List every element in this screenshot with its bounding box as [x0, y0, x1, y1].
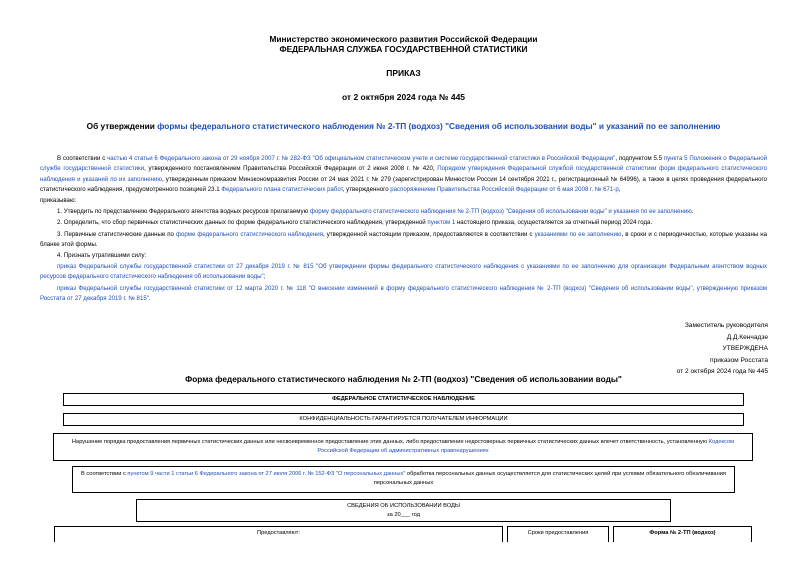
paragraph-item-1 [40, 207, 767, 217]
paragraph-item-4 [40, 251, 767, 261]
confidentiality-box: КОНФИДЕНЦИАЛЬНОСТЬ ГАРАНТИРУЕТСЯ ПОЛУЧАТЕЛЕМ ИНФОРМАЦИИ [63, 413, 744, 426]
service-name: ФЕДЕРАЛЬНАЯ СЛУЖБА ГОСУДАРСТВЕННОЙ СТАТИСТИКИ [279, 44, 528, 54]
year-line: за 20___ год [386, 512, 421, 518]
signer-name: Д.Д.Кенчадзе [726, 333, 768, 341]
legal-reference-link[interactable]: пунктом 1 [427, 219, 456, 227]
legal-reference-link[interactable]: приказ Федеральной службы государственной статистики от 27 декабря 2019 г. № 815 "Об утверждении формы федерального статистического наблюдения с указаниями по ее заполнению для организации Федеральным агентством водных ресурсов федерального статистического наблюдения об использовании воды" [40, 263, 767, 281]
legal-reference-link[interactable]: приказ Федеральной службы государственной статистики от 12 марта 2020 г. № 118 "О внесении изменений в форму федерального статистического наблюдения № 2-ТП (водхоз) "Сведения об использовании воды", утвержденную приказом Росстата от 27 декабря 2019 г. № 815" [40, 284, 767, 303]
text-run: 3. Первичные статистические данные по [57, 230, 176, 238]
ministry-name: Министерство экономического развития Российской Федерации [269, 34, 538, 44]
document-type: ПРИКАЗ [386, 68, 421, 78]
violation-notice-box [53, 433, 753, 461]
document-date-number: от 2 октября 2024 года № 445 [341, 92, 466, 102]
text-run: настоящего приказа, осуществляется за отчетный период 2024 года. [455, 219, 653, 227]
section-title: СВЕДЕНИЯ ОБ ИСПОЛЬЗОВАНИИ ВОДЫ [347, 503, 460, 509]
personal-data-box [72, 466, 735, 493]
legal-reference-link[interactable]: форму федерального статистического наблюдения № 2-ТП (водхоз) "Сведения об использовании воды" и указания по ее заполнению [309, 208, 692, 216]
text-run: 2. Определить, что сбор первичных статистических данных по форме федерального статистического наблюдения, утвержденной [57, 219, 428, 227]
text-run: 4. Признать утратившими силу: [57, 251, 147, 259]
text-run: , подпунктом 5.5 [615, 155, 664, 162]
document-body [40, 154, 767, 305]
pd-suffix: обработка персональных данных осуществляется для статистических целей при условии обязательного обезличивания персональных данных [373, 471, 726, 486]
paragraph-repealed-1 [40, 262, 767, 283]
table-header-form: Форма № 2-ТП (водхоз) [613, 526, 752, 542]
table-header-submit: Предоставляют: [54, 526, 503, 542]
text-run: , в сроки и с периодичностью, которые указаны на бланке этой формы. [40, 230, 767, 249]
legal-reference-link[interactable]: форме федерального статистического наблюдения [175, 230, 324, 238]
paragraph-item-3 [40, 230, 767, 251]
approved-label: УТВЕРЖДЕНА [722, 345, 768, 353]
text-run: , утвержденным приказом Минэкономразвития России от 24 мая 2021 г. № 279 (зарегистрирован Минюстом России 14 сентября 2021 г., регистрационный № 64996), а также в целях проведения федерального статистического наблюдения, предусмотренного позицией 23.1 [40, 175, 767, 194]
legal-reference-link[interactable]: Федерального плана статистических работ [221, 186, 343, 194]
paragraph-repealed-2 [40, 284, 767, 305]
pd-prefix: В соответствии с [81, 471, 128, 477]
approved-order-date: от 2 октября 2024 года № 445 [676, 368, 768, 376]
legal-reference-link[interactable]: распоряжением Правительства Российской Федерации от 6 мая 2008 г. № 671-р [390, 186, 619, 194]
signature-block [677, 320, 768, 378]
section-title-box [136, 499, 671, 522]
legal-reference-link[interactable]: частью 4 статьи 6 Федерального закона от 29 ноября 2007 г. № 282-ФЗ "Об официальном статистическом учете и системе государственной статистики в Российской Федерации" [107, 155, 616, 162]
legal-reference-link[interactable]: указаниями по ее заполнению [534, 230, 622, 238]
signer-position: Заместитель руководителя [684, 322, 768, 329]
federal-observation-box: ФЕДЕРАЛЬНОЕ СТАТИСТИЧЕСКОЕ НАБЛЮДЕНИЕ [63, 393, 744, 406]
text-run: , утвержденного [342, 186, 391, 194]
violation-link[interactable]: Кодексом Российской Федерации об административных правонарушениях [317, 439, 735, 454]
pd-law-link[interactable]: пунктом 9 части 1 статьи 6 Федерального закона от 27 июля 2006 г. № 152-ФЗ "О персональных данных" [127, 471, 406, 477]
text-run: , [618, 186, 621, 194]
violation-text: Нарушение порядка предоставления первичных статистических данных или несвоевременное предоставление этих данных, либо предоставление недостоверных первичных статистических данных влечет ответственность, установленную [71, 439, 709, 445]
paragraph-item-2 [40, 218, 767, 228]
title-link[interactable]: формы федерального статистического наблюдения № 2-ТП (водхоз) "Сведения об использовании воды" и указаний по ее заполнению [157, 121, 721, 131]
legal-reference-link[interactable]: пункта 5 Положения о Федеральной службе государственной статистики [40, 155, 768, 173]
form-title: Форма федерального статистического наблюдения № 2-ТП (водхоз) "Сведения об использовании воды" [185, 374, 622, 384]
text-run: 1. Утвердить по представлению Федерального агентства водных ресурсов прилагаемую [57, 208, 310, 216]
text-run: , утвержденной настоящим приказом, предоставляются в соответствии с [323, 230, 535, 238]
text-run: , утвержденного постановлением Правительства Российской Федерации от 2 июня 2008 г. № 420, [144, 165, 438, 173]
legal-reference-link[interactable]: Порядком утверждения Федеральной службой государственной статистики форм федерального статистического наблюдения и указаний по их заполнению [40, 165, 767, 183]
approved-by-order: приказом Росстата [710, 356, 768, 364]
text-run: В соответствии с [57, 155, 108, 162]
document-title [0, 121, 807, 132]
text-run: ; [263, 273, 266, 281]
title-prefix: Об утверждении [86, 121, 158, 131]
table-header-deadline: Сроки предоставления [507, 526, 609, 542]
order-word: приказываю: [40, 196, 77, 204]
paragraph-basis [40, 154, 767, 196]
text-run: . [148, 295, 151, 303]
text-run: . [691, 208, 694, 216]
